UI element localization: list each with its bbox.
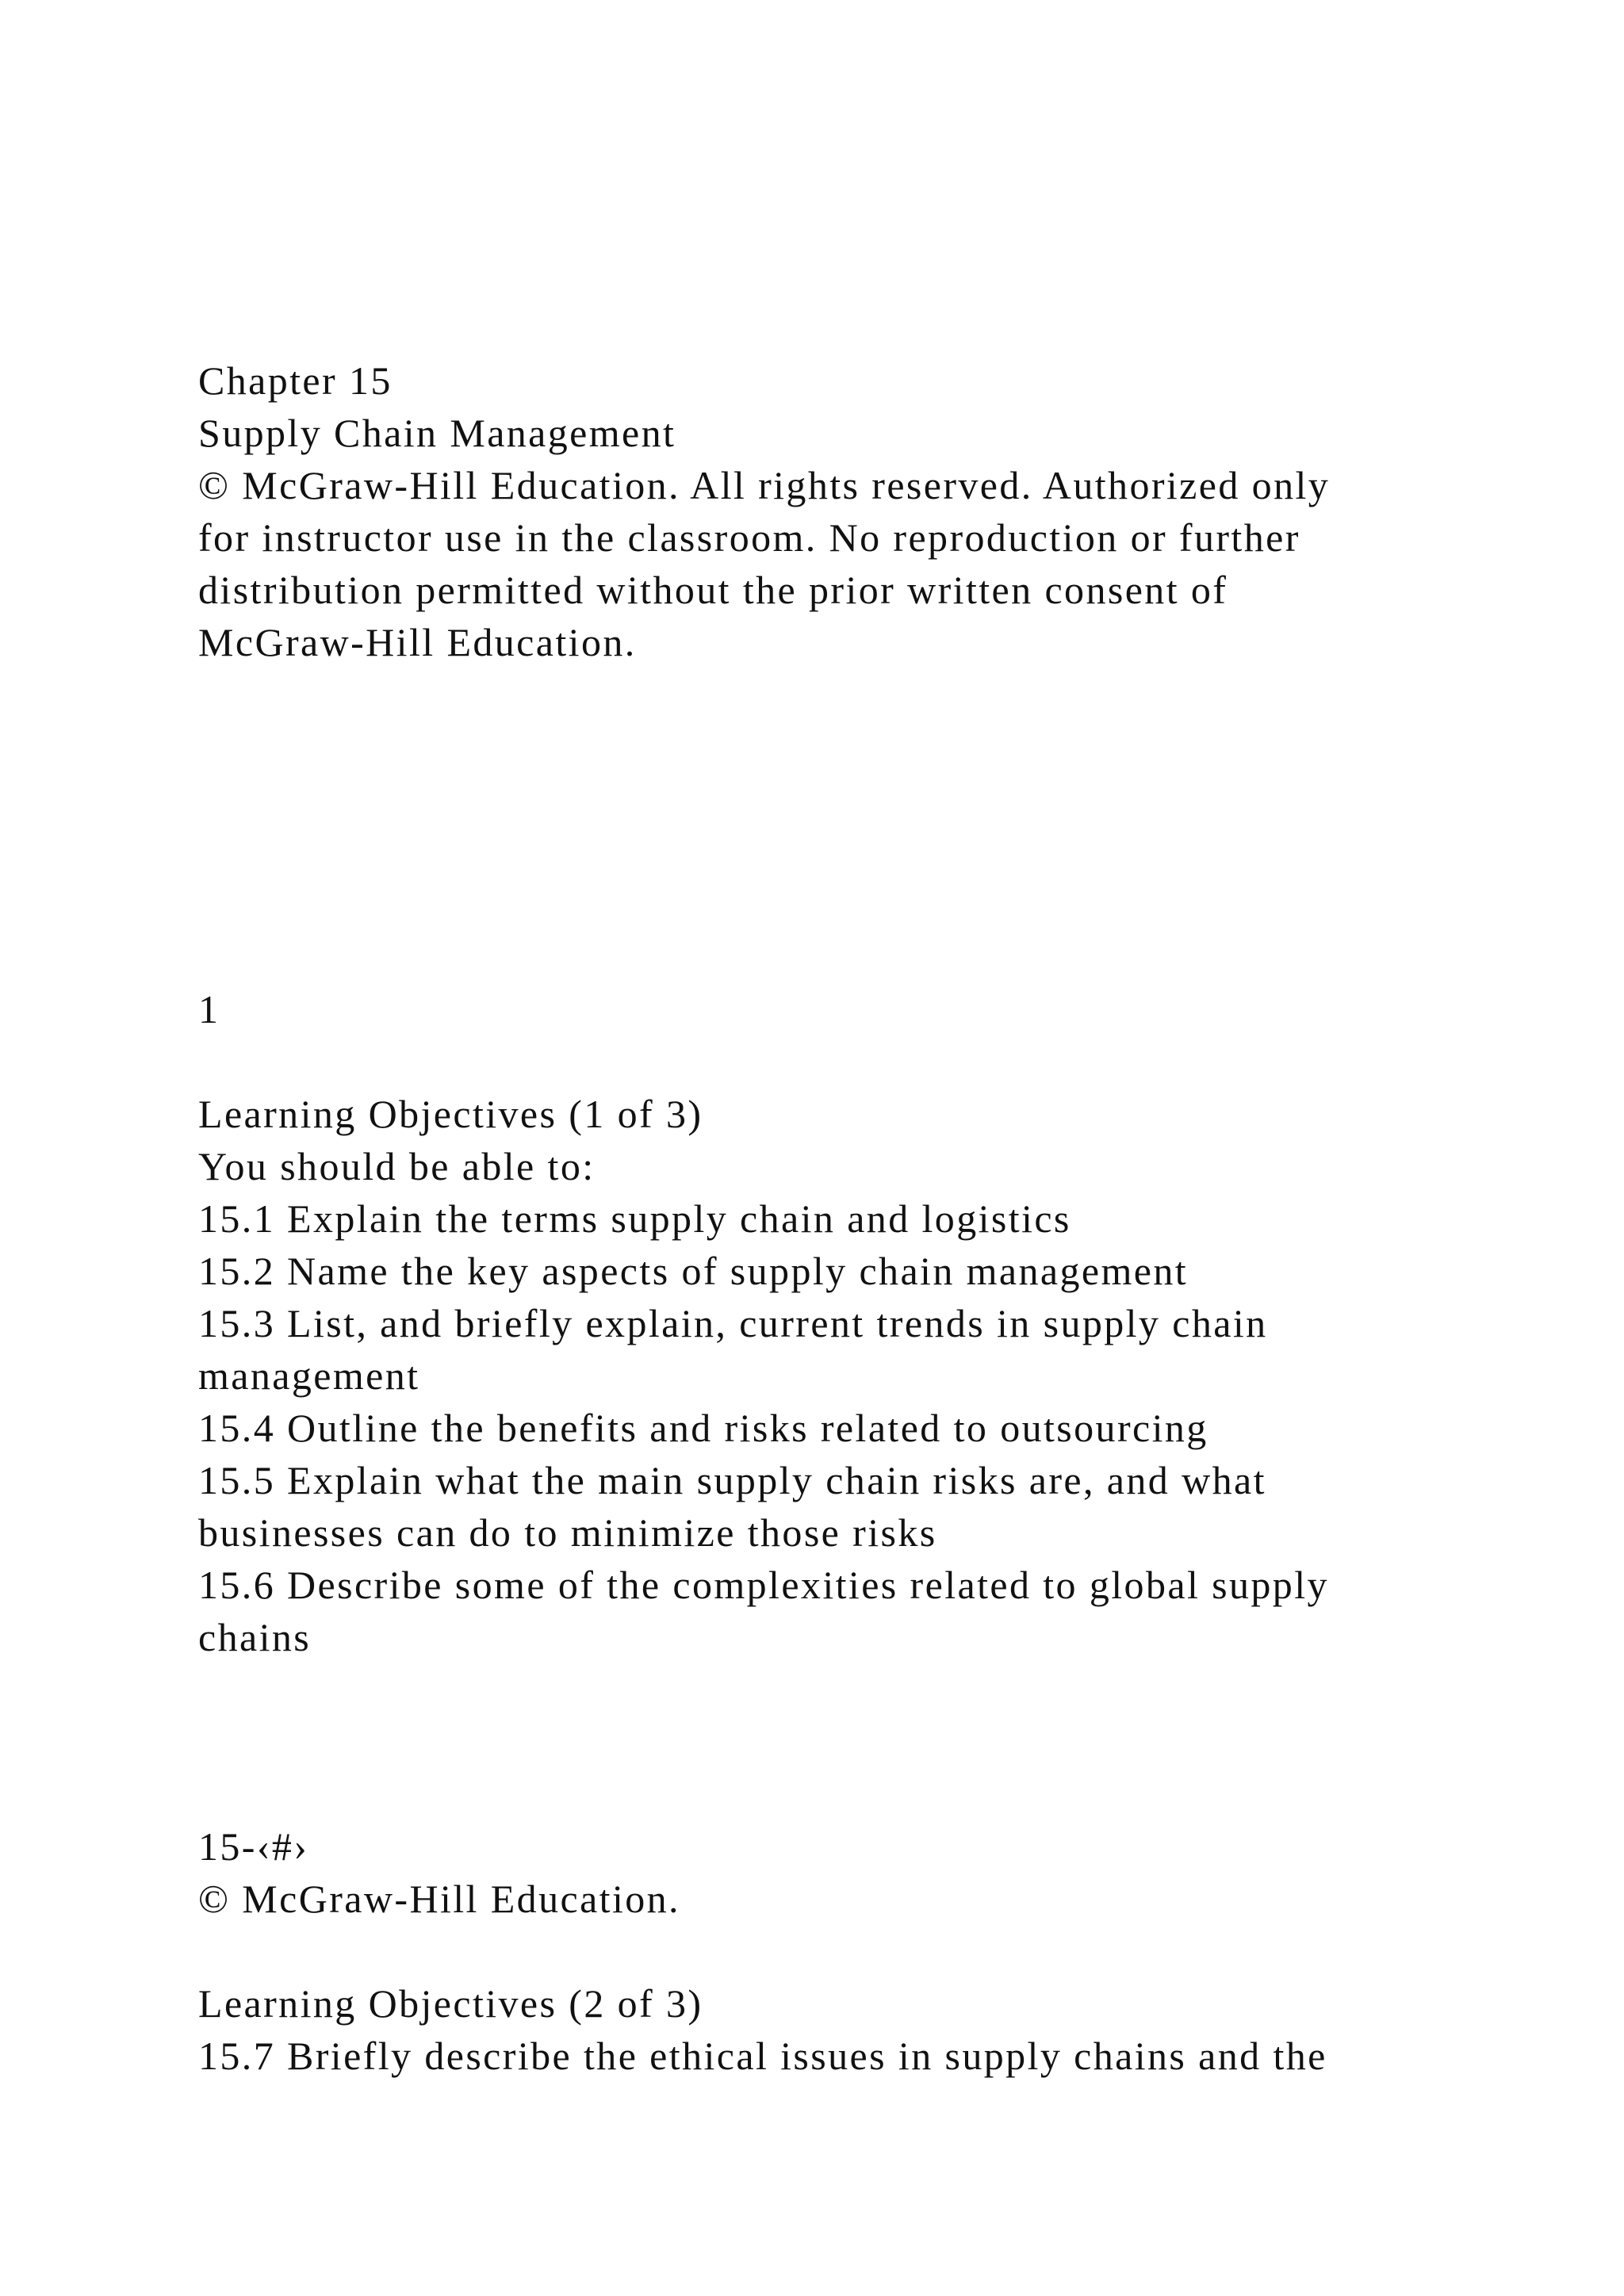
chapter-label: Chapter 15 [198, 358, 393, 403]
copyright-line: McGraw-Hill Education. [198, 620, 637, 664]
section-heading: Learning Objectives (1 of 3) [198, 1092, 703, 1136]
objective-line: 15.3 List, and briefly explain, current trends in supply chain [198, 1301, 1268, 1345]
objective-line: 15.2 Name the key aspects of supply chain management [198, 1249, 1189, 1293]
objective-line: 15.1 Explain the terms supply chain and logistics [198, 1196, 1071, 1241]
section-intro: You should be able to: [198, 1144, 596, 1188]
objective-line: management [198, 1353, 420, 1398]
copyright-line: © McGraw-Hill Education. All rights reserved. Authorized only [198, 463, 1331, 507]
slide-page-ref: 15-‹#› [198, 1824, 309, 1869]
slide-copyright: © McGraw-Hill Education. [198, 1877, 680, 1921]
chapter-title: Supply Chain Management [198, 411, 676, 455]
objective-line: 15.6 Describe some of the complexities related to global supply [198, 1563, 1329, 1607]
objective-line: businesses can do to minimize those risks [198, 1510, 937, 1555]
slide-number: 1 [198, 987, 220, 1031]
objective-line: chains [198, 1615, 312, 1659]
copyright-line: distribution permitted without the prior written consent of [198, 568, 1228, 612]
copyright-line: for instructor use in the classroom. No reproduction or further [198, 515, 1300, 560]
objective-line: 15.4 Outline the benefits and risks related to outsourcing [198, 1406, 1208, 1450]
objective-line: 15.7 Briefly describe the ethical issues in supply chains and the [198, 2034, 1327, 2078]
section-heading: Learning Objectives (2 of 3) [198, 1981, 703, 2026]
objective-line: 15.5 Explain what the main supply chain risks are, and what [198, 1458, 1266, 1502]
